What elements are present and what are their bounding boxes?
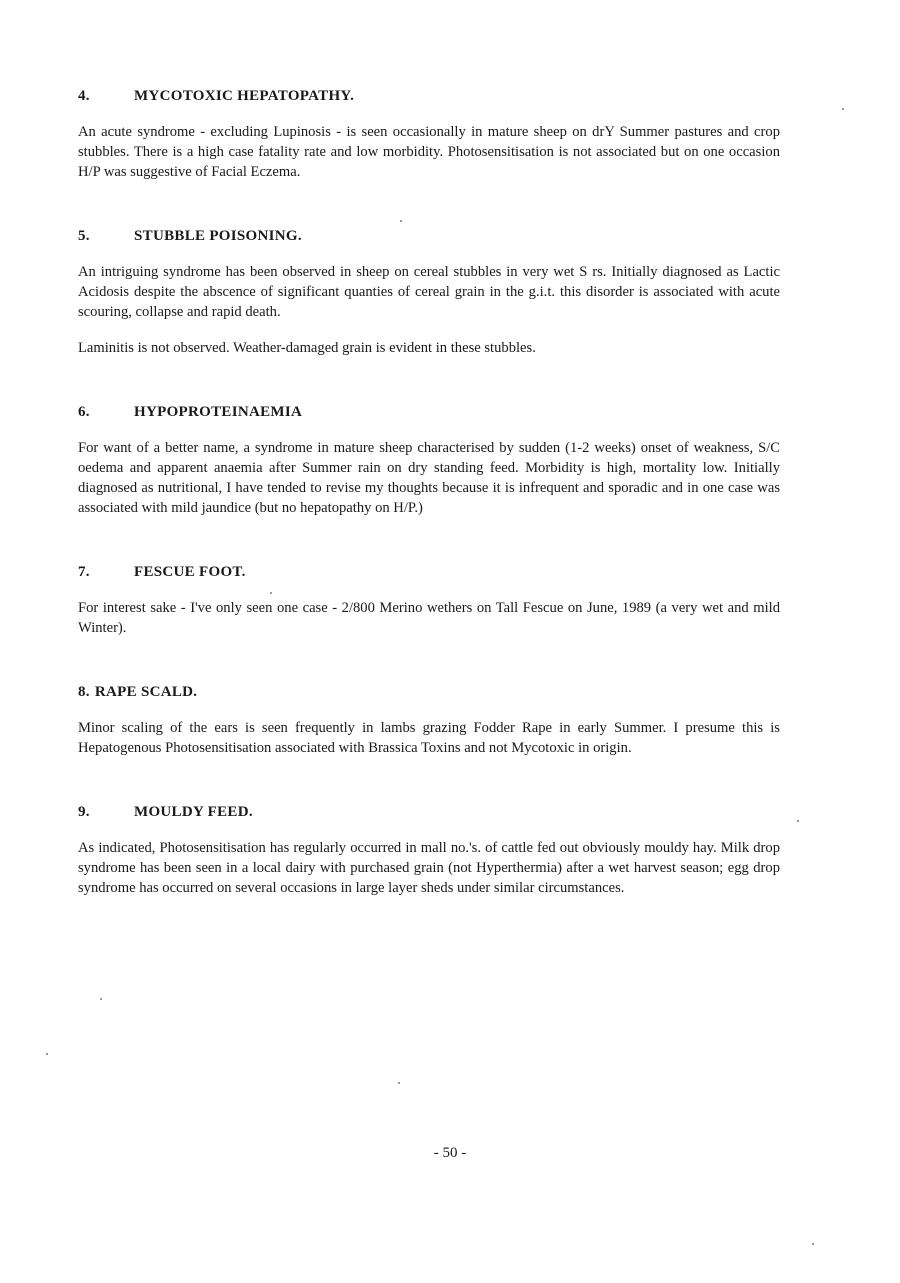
section-number: 6. — [78, 404, 90, 420]
section-mouldy-feed — [78, 802, 780, 898]
paragraph: An intriguing syndrome has been observed in sheep on cereal stubbles in very wet S rs. Initially diagnosed as Lactic Acidosis despite the abscence of significant quanties of cereal grain in the g.i.t. this disorder is associated with acute scouring, collapse and rapid death. — [78, 264, 780, 320]
section-heading — [78, 86, 780, 106]
paragraph: Laminitis is not observed. Weather-damaged grain is evident in these stubbles. — [78, 340, 536, 356]
section-number: 8. — [78, 684, 90, 700]
section-heading — [78, 682, 780, 702]
section-number: 7. — [78, 564, 90, 580]
scan-speck — [46, 1053, 48, 1055]
paragraph: For want of a better name, a syndrome in mature sheep characterised by sudden (1-2 weeks) onset of weakness, S/C oedema and apparent anaemia after Summer rain on dry standing feed. Morbidity is high, mortality low. Initially diagnosed as nutritional, I have tended to revise my thoughts because it is infrequent and sporadic and in one case was associated with mild jaundice (but no hepatopathy on H/P.) — [78, 440, 780, 516]
scan-speck — [812, 1243, 814, 1245]
scan-speck — [100, 998, 102, 1000]
section-title: STUBBLE POISONING. — [134, 228, 302, 244]
paragraph: For interest sake - I've only seen one case - 2/800 Merino wethers on Tall Fescue on June, 1989 (a very wet and mild Winter). — [78, 600, 780, 636]
section-fescue-foot — [78, 562, 780, 638]
scan-speck — [398, 1082, 400, 1084]
paragraph: Minor scaling of the ears is seen frequently in lambs grazing Fodder Rape in early Summer. I presume this is Hepatogenous Photosensitisation associated with Brassica Toxins and not Mycotoxic in origin. — [78, 720, 780, 756]
section-number: 4. — [78, 88, 90, 104]
section-stubble-poisoning — [78, 226, 780, 358]
scan-speck — [270, 592, 272, 594]
paragraph: As indicated, Photosensitisation has regularly occurred in mall no.'s. of cattle fed out obviously mouldy hay. Milk drop syndrome has been seen in a local dairy with purchased grain (not Hyperthermia) after a wet harvest season; egg drop syndrome has occurred on several occasions in large layer sheds under similar circumstances. — [78, 840, 780, 896]
scan-speck — [400, 220, 402, 222]
section-title: HYPOPROTEINAEMIA — [134, 404, 303, 420]
section-heading — [78, 226, 780, 246]
scan-speck — [842, 108, 844, 110]
section-mycotoxic-hepatopathy — [78, 86, 780, 182]
section-number: 9. — [78, 804, 90, 820]
section-title: FESCUE FOOT. — [134, 564, 246, 580]
section-title: MYCOTOXIC HEPATOPATHY. — [134, 88, 355, 104]
section-hypoproteinaemia — [78, 402, 780, 518]
section-number: 5. — [78, 228, 90, 244]
document-body — [78, 86, 780, 898]
page-number: - 50 - — [433, 1145, 467, 1161]
section-heading — [78, 402, 780, 422]
section-title: MOULDY FEED. — [134, 804, 253, 820]
section-title: RAPE SCALD. — [94, 684, 198, 700]
section-heading — [78, 802, 780, 822]
paragraph: An acute syndrome - excluding Lupinosis - is seen occasionally in mature sheep on drY Summer pastures and crop stubbles. There is a high case fatality rate and low morbidity. Photosensitisation is not associated but on one occasion H/P was suggestive of Facial Eczema. — [78, 124, 780, 180]
section-rape-scald — [78, 682, 780, 758]
scan-speck — [797, 820, 799, 822]
section-heading — [78, 562, 780, 582]
